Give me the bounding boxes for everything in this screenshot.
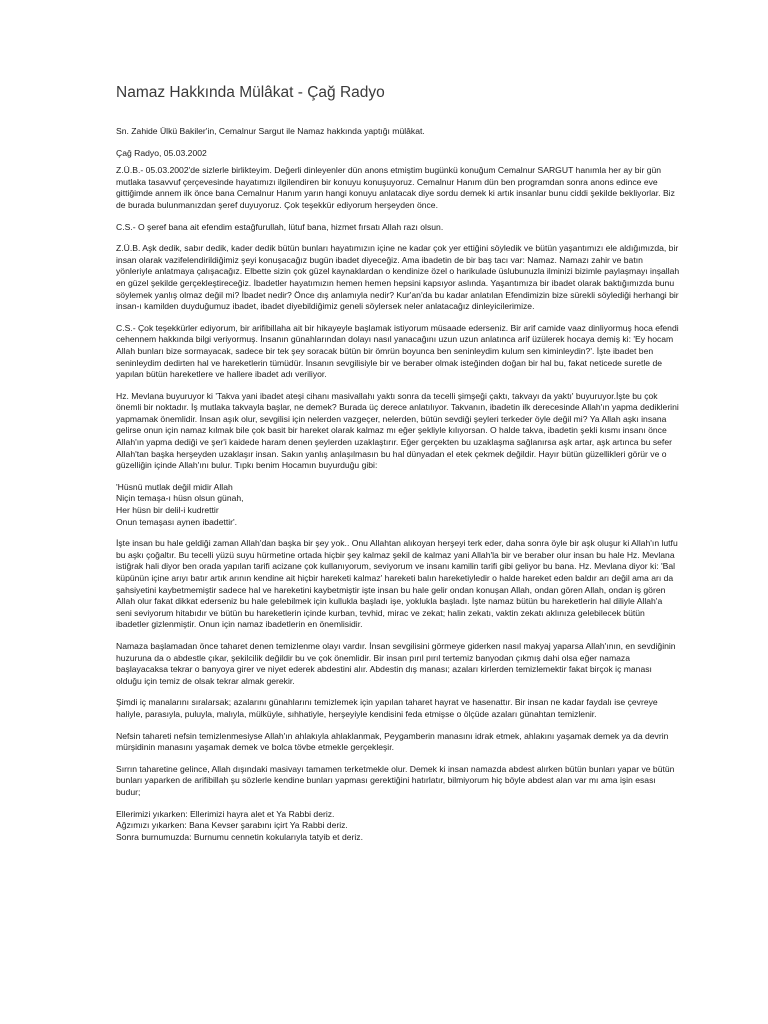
paragraph: Namaza başlamadan önce taharet denen temizlenme olayı vardır. İnsan sevgilisini görmeye giderken nasıl makyaj yaparsa Allah'ının, en sevdiğinin huzuruna da o abdestle çıkar, şekilcilik değildir bu ve çok önemlidir. Bir insan pırıl pırıl tertemiz banyodan çıkmış dahi olsa eğer namaza başlayacaksa tekrar o banyoya girer ve niyet ederek abdestini alır. Abdestin dış manası; azaları kirlerden temizlemektir fakat birçok iç manası olduğu için temiz de olsak tekrar almak gerekir.: [116, 640, 676, 686]
paragraph: C.S.- O şeref bana ait efendim estağfurullah, lütuf bana, hizmet fırsatı Allah razı olsun.: [116, 221, 444, 232]
closing-line: Ağzımızı yıkarken: Bana Kevser şarabını içirt Ya Rabbi deriz.: [116, 820, 348, 831]
closing-line: Ellerimizi yıkarken: Ellerimizi hayra alet et Ya Rabbi deriz.: [116, 808, 335, 819]
paragraph: Hz. Mevlana buyuruyor ki 'Takva yani ibadet ateşi cihanı masivallahı yaktı sonra da tecelli şimşeği çaktı, takvayı da yaktı' buyuruyor.İşte bu çok önemli bir noktadır. İş mutlaka takvayla başlar, ne demek? Burada üç derece anlatılıyor. Takvanın, ibadetin ilk derecesinde Allah'ın yapma dediklerini yapmamak önemlidir. İnsan aşık olur, sevgilisi için nelerden vazgeçer, nelerden, bütün sevdiği şeyleri terkeder öyle değil mi? Ya Allah aşkı insana gelirse onun için namaz kılmak bile çok basit bir hareket olarak kalmaz mı eğer şekliyle kılıyorsan. O halde takva, ibadetin şekli kısmı insanı önce Allah'ın yapma dediği ve şer'i kaidede haram denen şeylerden uzaklaştırır. Eğer gerçekten bu uzaklaşma sağlanırsa aşk artar, aşk artınca bu sefer Allah'tan başka herşeyden uzaklaşır insan. Sakın yanlış anlaşılmasın bu hal dünyadan el etek çekmek değildir. Hayır bütün güzellikleri görür ve o güzelliğin içinde Allah'ını bulur. Tıpkı benim Hocamın buyurduğu gibi:: [116, 390, 679, 471]
poem-line: 'Hüsnü mutlak değil midir Allah: [116, 481, 233, 492]
poem-line: Onun temaşası aynen ibadettir'.: [116, 516, 238, 527]
poem-line: Niçin temaşa-ı hüsn olsun günah,: [116, 493, 244, 504]
closing-lines: [116, 809, 680, 844]
poem-quote: [116, 482, 680, 528]
paragraph: Şimdi iç manalarını sıralarsak; azalarını günahlarını temizlemek için yapılan taharet hayrat ve hasenattır. Bir insan ne kadar faydalı ise çevreye haliyle, parasıyla, puluyla, malıyla, mülküyle, sıhhatiyle, herşeyiyle kendisini feda etmişse o ölçüde azaları günahtan temizlenir.: [116, 697, 658, 719]
source-line: Çağ Radyo, 05.03.2002: [116, 147, 207, 158]
closing-line: Sonra burnumuzda: Burnumu cennetin kokularıyla tatyib et deriz.: [116, 831, 363, 842]
paragraph: İşte insan bu hale geldiği zaman Allah'dan başka bir şey yok.. Onu Allahtan alıkoyan herşeyi terk eder, daha sonra öyle bir aşk oluşur ki Allah'ın lutfu bu aşkı çoğaltır. Bu tecelli yüzü suyu hürmetine ortada hiçbir şey kalmaz şekil de kalmaz yani Allah'la bir ve beraber olur insan bu hale Hz. Mevlana istiğrak hali diyor ben orada yapılan tarifi acizane çok kullanıyorum, seviyorum ve insanı kamilin tarifi gibi geliyor bu bana. Hz. Mevlana diyor ki: 'Bal küpünün içine arıyı batır artık arının kendine ait hiçbir hareketi kalmaz' hareketi balın hareketiyledir o halde hareket eden baldır arı değil ama arı da şahsiyetini kaybetmemiştir sadece hal ve hareketini kaybetmiştir işte insan bu hale gelir ondan konuşan Allah, ondan gören Allah, ondan iş gören Allah olur fakat dikkat ederseniz bu hale gelebilmek için kullukla başladı işe, yoklukla başladı. İşte namaz bütün bu hareketlerin hal diliyle Allah'a seni seviyorum hitabıdır ve bütün bu hareketlerin içinde kurban, tevhid, mirac ve zekat; halin zekatı, vaktin zekatı aklınıza gelebilecek bütün ibadetler gizlenmiştir. Onun için namaz ibadetlerin en önemlisidir.: [116, 538, 678, 630]
paragraph: Sırrın taharetine gelince, Allah dışındaki masivayı tamamen terketmekle olur. Demek ki insan namazda abdest alırken bütün bunları yapar ve bütün bunları yaparken de arifibillah şu sözlerle kendine bunları yapması gerektiğini hatırlatır, bilmiyorum hiç böyle abdest alan var mı ama işin esası budur;: [116, 763, 675, 797]
intro-line: Sn. Zahide Ülkü Bakiler'in, Cemalnur Sargut ile Namaz hakkında yaptığı mülâkat.: [116, 126, 425, 136]
paragraph: C.S.- Çok teşekkürler ediyorum, bir arifibillaha ait bir hikayeyle başlamak istiyorum müsaade ederseniz. Bir arif camide vaaz dinliyormuş hoca efendi cehennem hakkında bilgi veriyormuş. İnsanın günahlarından dolayı nasıl yanacağını uzun uzun anlatınca arif üzülerek hocaya demiş ki: 'Ey hocam Allah bunları bize sormayacak, sadece bir tek şey soracak bütün bir ömrün boyunca ben seninleydim kulum sen kiminleydin?'. İşte ibadet ben seninleydim dedirten hal ve hareketlerin tümüdür. İnsanın sevgilisiyle bir ve beraber olmak isteğinden doğan bir hal bu, fakat neticede suretle de yapılan bütün hareketlere ve hallere ibadet adı veriliyor.: [116, 322, 679, 380]
paragraph: Z.Ü.B. Aşk dedik, sabır dedik, kader dedik bütün bunları hayatımızın içine ne kadar çok yer ettiğini söyledik ve bütün yaşantımızı ele aldığımızda, bir insan olarak vazifelendirildiğimiz şeyi konuşacağız bugün ibadet diyeceğiz. Ama ibadetin de bir baş tacı var: Namaz. Namazı zahir ve batın yönleriyle anlatmaya çalışacağız. Elbette sizin çok güzel kaynaklardan o kendinize özel o harikulade üslubunuzla ilminizi bizimle paylaşmayı inşallah en güzel şekilde gerçekleştireceğiz. İbadetler hayatımızın hemen hemen hepsini kapsıyor aslında. Yaşantımıza bir ibadet olarak baktığımızda bunu söylemek yanlış olmaz değil mi? İbadet nedir? Önce dış anlamıyla nedir? Kur'an'da bu kadar anlatılan Efendimizin bize sürekli söylediği herhangi bir insan-ı kamilden duyduğumuz ibadet, ibadet diyebildiğimiz geneli söylersek neler anlatacağız dinleyicilerimize.: [116, 243, 680, 312]
paragraph: Nefsin tahareti nefsin temizlenmesiyse Allah'ın ahlakıyla ahlaklanmak, Peygamberin manasını idrak etmek, ahlakını yaşamak demek ya da devrin mürşidinin manasını yaşamak demek ve bolca tövbe etmekle gerçekleşir.: [116, 730, 669, 753]
document-title: Namaz Hakkında Mülâkat - Çağ Radyo: [116, 84, 385, 101]
paragraph: Z.Ü.B.- 05.03.2002'de sizlerle birlikteyim. Değerli dinleyenler dün anons etmiştim bugünkü konuğum Cemalnur SARGUT hanımla her ay bir gün mutlaka tasavvuf çerçevesinde hayatımızı ilgilendiren bir konuyu konuşuyoruz. Cemalnur Hanım dün ben programdan sonra anons edince eve gittiğimde annem ilk önce bana Cemalnur Hanım yarın hangi konuyu anlatacak diye sordu demek ki artık insanlar bunu ciddi şekilde bekliyorlar. Biz de burada bulunmanızdan şeref duyuyoruz. Çok teşekkür ediyorum herşeyden önce.: [116, 165, 675, 210]
poem-line: Her hüsn bir delil-i kudrettir: [116, 505, 219, 516]
